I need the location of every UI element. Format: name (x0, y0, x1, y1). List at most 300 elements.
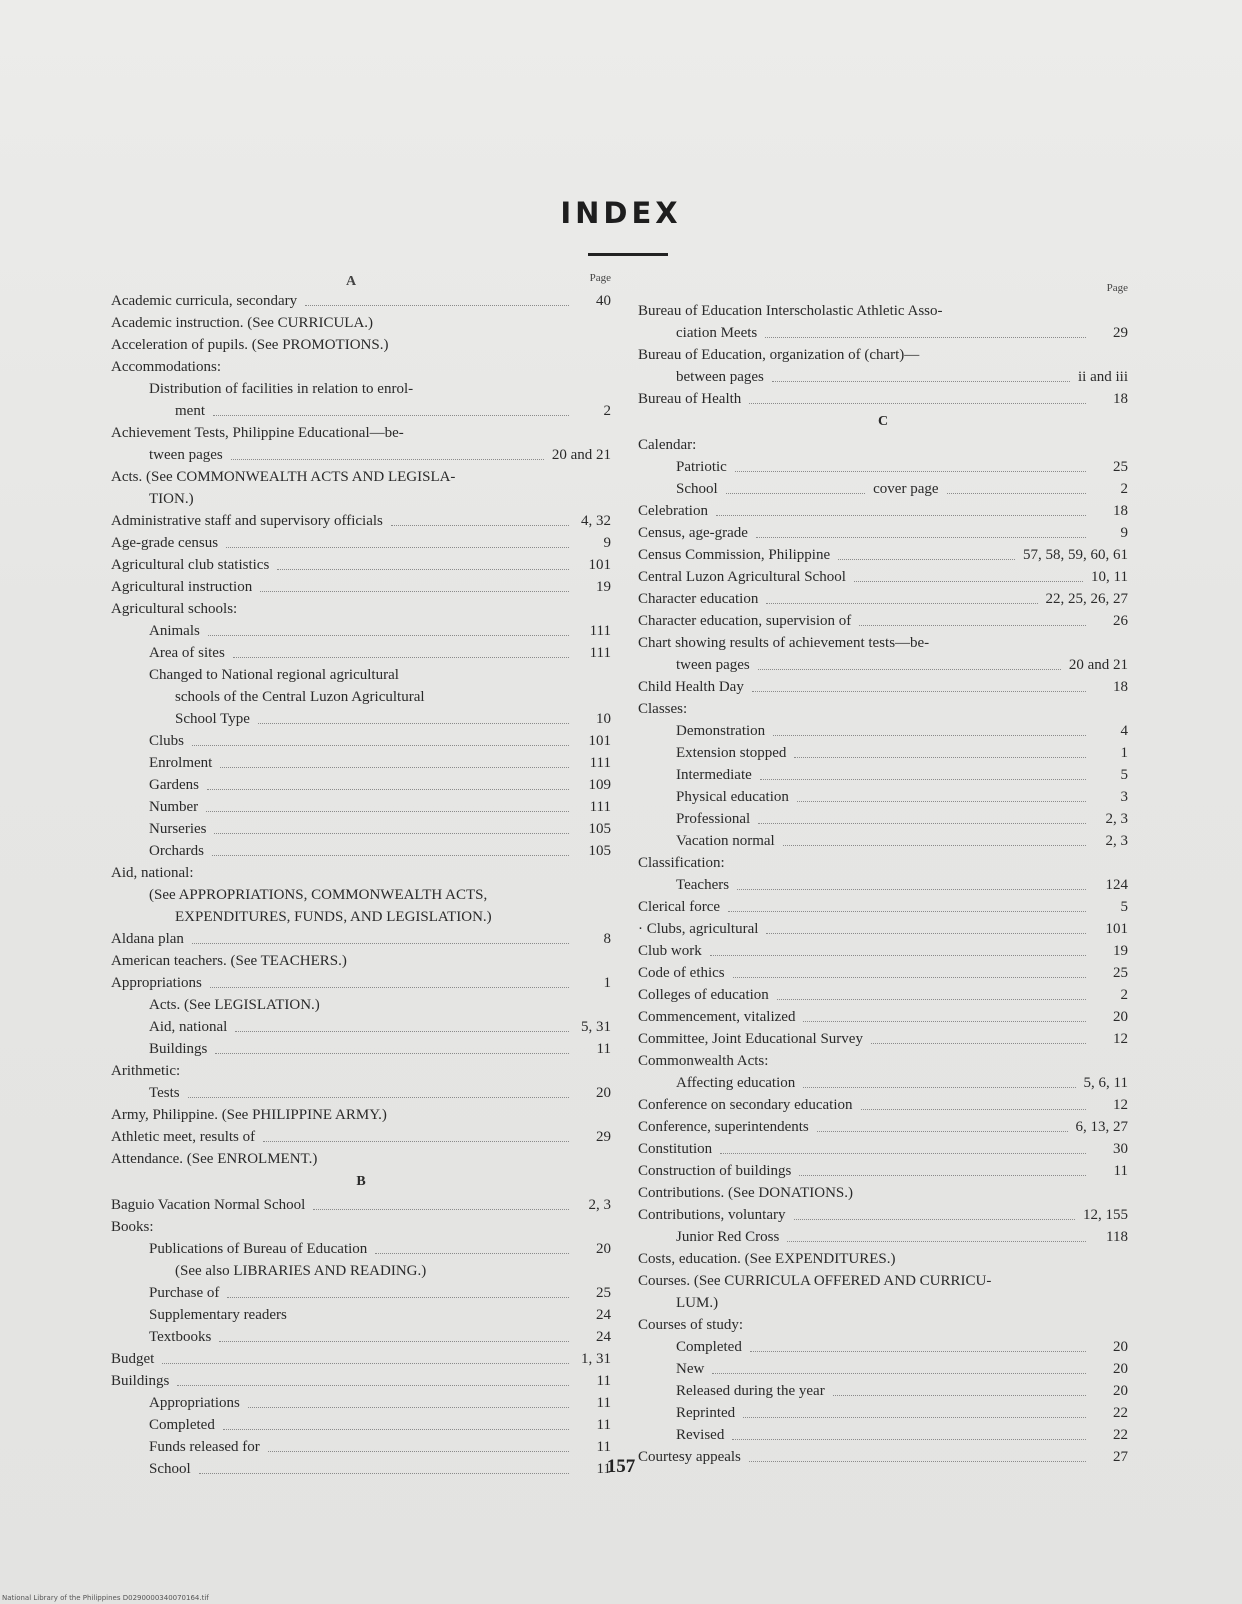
index-entry (638, 698, 1128, 720)
left-column-header (111, 270, 611, 290)
index-entry (638, 852, 1128, 874)
entry-text: Publications of Bureau of Education (149, 1241, 368, 1257)
index-entry (111, 1038, 611, 1060)
right-entry-list (638, 300, 1128, 1468)
entry-page-ref: 5 (1120, 899, 1128, 915)
entry-text: Agricultural instruction (111, 579, 253, 595)
index-entry (111, 796, 611, 818)
entry-text: Contributions. (See DONATIONS.) (638, 1185, 853, 1201)
entry-text: Bureau of Health (638, 391, 742, 407)
dot-leader (947, 493, 1086, 494)
index-entry (638, 720, 1128, 742)
entry-text-continued: TION.) (149, 491, 194, 507)
entry-text: Academic instruction. (See CURRICULA.) (111, 315, 374, 331)
entry-text-continued: ciation Meets (676, 325, 758, 341)
index-entry (111, 884, 611, 928)
index-entry (111, 1282, 611, 1304)
entry-page-ref: 18 (1113, 503, 1128, 519)
index-entry (111, 312, 611, 334)
dot-leader (268, 1451, 569, 1452)
entry-page-ref: 20 and 21 (551, 447, 611, 463)
entry-text: Demonstration (676, 723, 766, 739)
entry-page-ref: 1, 31 (581, 1351, 611, 1367)
entry-text: Affecting education (676, 1075, 796, 1091)
dot-leader (797, 801, 1086, 802)
entry-text: Supplementary readers (149, 1307, 287, 1323)
entry-text: Released during the year (676, 1383, 825, 1399)
entry-text: Junior Red Cross (676, 1229, 780, 1245)
entry-text: Classes: (638, 701, 688, 717)
index-entry (638, 1028, 1128, 1050)
index-entry (111, 1326, 611, 1348)
index-entry (638, 984, 1128, 1006)
entry-page-ref: 3 (1120, 789, 1128, 805)
dot-leader (871, 1043, 1086, 1044)
index-entry (638, 1424, 1128, 1446)
index-entry (111, 818, 611, 840)
entry-text-continued: EXPENDITURES, FUNDS, AND LEGISLATION.) (175, 909, 492, 925)
index-entry (638, 1402, 1128, 1424)
entry-page-ref: 25 (1113, 965, 1128, 981)
entry-text: Conference, superintendents (638, 1119, 809, 1135)
entry-text: Budget (111, 1351, 155, 1367)
entry-page-ref: 30 (1113, 1141, 1128, 1157)
entry-page-ref: 29 (1113, 325, 1128, 341)
index-entry (638, 1050, 1128, 1072)
entry-page-ref: 19 (1113, 943, 1128, 959)
dot-leader (277, 569, 569, 570)
entry-page-ref: 11 (596, 1439, 611, 1455)
entry-text: Tests (149, 1085, 180, 1101)
dot-leader (758, 669, 1061, 670)
dot-leader (783, 845, 1086, 846)
index-entry (111, 378, 611, 422)
entry-text: School (676, 481, 718, 497)
dot-leader (735, 471, 1086, 472)
entry-page-ref: 20 (1113, 1383, 1128, 1399)
entry-page-ref: 6, 13, 27 (1075, 1119, 1128, 1135)
index-entry (638, 344, 1128, 388)
entry-page-ref: 111 (589, 755, 611, 771)
entry-page-ref: 9 (1120, 525, 1128, 541)
entry-text: Constitution (638, 1141, 713, 1157)
entry-text-continued: ment (175, 403, 205, 419)
dot-leader (817, 1131, 1068, 1132)
index-entry (638, 588, 1128, 610)
entry-page-ref: 22 (1113, 1427, 1128, 1443)
entry-text: Acts. (See COMMONWEALTH ACTS AND LEGISLA- (111, 469, 456, 485)
entry-text: Child Health Day (638, 679, 744, 695)
index-entry (638, 940, 1128, 962)
entry-page-ref: 105 (588, 821, 611, 837)
entry-text: School (149, 1461, 191, 1477)
dot-leader (212, 855, 569, 856)
index-entry (638, 1204, 1128, 1226)
index-entry (111, 1370, 611, 1392)
entry-page-ref: 124 (1105, 877, 1128, 893)
dot-leader (833, 1395, 1086, 1396)
dot-leader (737, 889, 1086, 890)
entry-text: Construction of buildings (638, 1163, 792, 1179)
entry-text: Classification: (638, 855, 725, 871)
dot-leader (375, 1253, 569, 1254)
entry-text-continued: tween pages (149, 447, 223, 463)
dot-leader (248, 1407, 569, 1408)
section-letter: B (356, 1174, 366, 1189)
index-entry (638, 544, 1128, 566)
entry-page-ref: 18 (1113, 391, 1128, 407)
index-entry (638, 1314, 1128, 1336)
entry-page-ref: 111 (589, 645, 611, 661)
dot-leader (260, 591, 569, 592)
dot-leader (803, 1021, 1086, 1022)
index-entry (111, 422, 611, 466)
entry-text: Intermediate (676, 767, 752, 783)
index-entry (111, 1392, 611, 1414)
entry-text: Purchase of (149, 1285, 220, 1301)
entry-page-ref: 22 (1113, 1405, 1128, 1421)
index-entry (638, 1160, 1128, 1182)
entry-page-ref: 57, 58, 59, 60, 61 (1023, 547, 1128, 563)
index-entry (638, 874, 1128, 896)
entry-page-ref: 10 (596, 711, 611, 727)
entry-text: Agricultural schools: (111, 601, 238, 617)
entry-text: Courses. (See CURRICULA OFFERED AND CURRICU- (638, 1273, 992, 1289)
dot-leader (854, 581, 1083, 582)
dot-leader (750, 1351, 1086, 1352)
dot-leader (192, 745, 569, 746)
entry-text: Achievement Tests, Philippine Educational—be- (111, 425, 404, 441)
entry-page-ref: 2, 3 (1105, 833, 1128, 849)
entry-page-ref: 101 (588, 557, 611, 573)
index-entry (638, 962, 1128, 984)
entry-text: Funds released for (149, 1439, 260, 1455)
entry-text-continued: tween pages (676, 657, 750, 673)
entry-text-continued: LUM.) (676, 1295, 719, 1311)
entry-page-ref: 26 (1113, 613, 1128, 629)
entry-text: Character education, supervision of (638, 613, 852, 629)
index-entry (638, 1182, 1128, 1204)
entry-page-ref: 19 (596, 579, 611, 595)
entry-page-ref: 11 (596, 1373, 611, 1389)
entry-page-ref: 101 (588, 733, 611, 749)
section-letter-a: A (346, 274, 357, 289)
index-entry (111, 620, 611, 642)
entry-text: Accommodations: (111, 359, 221, 375)
index-entry (638, 1094, 1128, 1116)
entry-text-continued: School Type (175, 711, 250, 727)
index-entry (638, 566, 1128, 588)
entry-page-ref: 24 (596, 1307, 611, 1323)
entry-page-ref: 4 (1120, 723, 1128, 739)
dot-leader (743, 1417, 1086, 1418)
entry-text: Orchards (149, 843, 204, 859)
entry-text: Teachers (676, 877, 730, 893)
entry-page-ref: 24 (596, 1329, 611, 1345)
index-entry (638, 500, 1128, 522)
entry-page-ref: 1 (603, 975, 611, 991)
dot-leader (219, 1341, 569, 1342)
entry-text: Chart showing results of achievement tests—be- (638, 635, 930, 651)
index-entry (638, 1248, 1128, 1270)
index-entry (111, 1436, 611, 1458)
dot-leader (162, 1363, 569, 1364)
dot-leader (772, 381, 1070, 382)
index-entry (111, 972, 611, 994)
dot-leader (188, 1097, 569, 1098)
index-entry (111, 730, 611, 752)
entry-text: Acceleration of pupils. (See PROMOTIONS.) (111, 337, 389, 353)
index-entry (111, 356, 611, 378)
entry-page-ref: 20 (1113, 1361, 1128, 1377)
index-entry (111, 1016, 611, 1038)
entry-page-ref: 1 (1120, 745, 1128, 761)
entry-text: Conference on secondary education (638, 1097, 853, 1113)
dot-leader (213, 415, 569, 416)
entry-page-ref: 111 (589, 623, 611, 639)
index-entry (111, 1104, 611, 1126)
index-entry (638, 1380, 1128, 1402)
entry-page-ref: 20 (1113, 1339, 1128, 1355)
index-entry (111, 1414, 611, 1436)
dot-leader (803, 1087, 1075, 1088)
right-column-header (638, 270, 1128, 294)
entry-page-ref: 5, 6, 11 (1083, 1075, 1128, 1091)
section-letter: C (877, 414, 889, 429)
entry-text: Academic curricula, secondary (111, 293, 298, 309)
title-rule (588, 253, 668, 256)
index-entry (111, 554, 611, 576)
right-column (638, 270, 1128, 1468)
dot-leader (233, 657, 569, 658)
entry-text: Enrolment (149, 755, 213, 771)
entry-text: Patriotic (676, 459, 727, 475)
entry-text: Courtesy appeals (638, 1449, 741, 1465)
entry-text: Census, age-grade (638, 525, 748, 541)
index-entry (111, 840, 611, 862)
index-entry (111, 466, 611, 510)
entry-text: Baguio Vacation Normal School (111, 1197, 306, 1213)
entry-text: Extension stopped (676, 745, 787, 761)
entry-page-ref: 2, 3 (1105, 811, 1128, 827)
dot-leader (712, 1373, 1086, 1374)
index-entry (111, 1238, 611, 1260)
entry-text: Physical education (676, 789, 789, 805)
index-entry (638, 1358, 1128, 1380)
dot-leader (859, 625, 1086, 626)
entry-page-ref: 105 (588, 843, 611, 859)
dot-leader (752, 691, 1086, 692)
entry-text: Animals (149, 623, 200, 639)
scan-watermark: National Library of the Philippines D0290000340070164.tif (2, 1594, 209, 1602)
dot-leader (207, 789, 569, 790)
entry-page-ref: 10, 11 (1091, 569, 1128, 585)
index-entry (111, 1082, 611, 1104)
index-entry (111, 334, 611, 356)
entry-page-ref: 20 (596, 1085, 611, 1101)
entry-text: Aldana plan (111, 931, 184, 947)
index-entry (638, 918, 1128, 940)
entry-text: Nurseries (149, 821, 207, 837)
index-entry (638, 1072, 1128, 1094)
dot-leader (766, 933, 1086, 934)
entry-page-ref: 118 (1106, 1229, 1128, 1245)
dot-leader (794, 1219, 1076, 1220)
entry-page-ref: 20 (596, 1241, 611, 1257)
entry-text: Completed (149, 1417, 215, 1433)
dot-leader (749, 403, 1086, 404)
entry-page-ref: 11 (1113, 1163, 1128, 1179)
dot-leader (756, 537, 1086, 538)
entry-text: Completed (676, 1339, 742, 1355)
entry-text: Vacation normal (676, 833, 775, 849)
index-entry (638, 1138, 1128, 1160)
entry-page-ref: 40 (596, 293, 611, 309)
dot-leader (732, 1439, 1086, 1440)
entry-text: Colleges of education (638, 987, 769, 1003)
entry-text-continued: schools of the Central Luzon Agricultural (175, 689, 425, 705)
index-entry (111, 1148, 611, 1170)
dot-leader (728, 911, 1086, 912)
entry-text: Area of sites (149, 645, 225, 661)
entry-page-ref: 11 (596, 1041, 611, 1057)
entry-text: American teachers. (See TEACHERS.) (111, 953, 347, 969)
index-entry (638, 632, 1128, 676)
entry-page-ref: 101 (1105, 921, 1128, 937)
dot-leader (226, 547, 569, 548)
dot-leader (227, 1297, 569, 1298)
index-entry (638, 522, 1128, 544)
dot-leader (758, 823, 1086, 824)
dot-leader (223, 1429, 569, 1430)
entry-text: Aid, national: (111, 865, 194, 881)
entry-text-continued: between pages (676, 369, 764, 385)
entry-text: Commencement, vitalized (638, 1009, 796, 1025)
entry-text: Buildings (111, 1373, 170, 1389)
entry-text: Army, Philippine. (See PHILIPPINE ARMY.) (111, 1107, 387, 1123)
index-entry (111, 510, 611, 532)
dot-leader (313, 1209, 569, 1210)
entry-page-ref: 4, 32 (581, 513, 611, 529)
entry-text: Club work (638, 943, 702, 959)
entry-page-ref: 11 (596, 1395, 611, 1411)
entry-mid-text: cover page (873, 481, 939, 497)
dot-leader (263, 1141, 569, 1142)
index-entry (111, 1260, 611, 1282)
dot-leader (208, 635, 569, 636)
index-entry (638, 1270, 1128, 1314)
entry-page-ref: 25 (1113, 459, 1128, 475)
entry-text: Agricultural club statistics (111, 557, 270, 573)
entry-page-ref: 18 (1113, 679, 1128, 695)
index-entry (111, 598, 611, 620)
entry-text: Books: (111, 1219, 154, 1235)
entry-page-ref: 20 (1113, 1009, 1128, 1025)
index-entry (111, 862, 611, 884)
dot-leader (210, 987, 569, 988)
entry-page-ref: 8 (603, 931, 611, 947)
index-entry (638, 742, 1128, 764)
index-entry (638, 786, 1128, 808)
index-entry (111, 642, 611, 664)
entry-text: Athletic meet, results of (111, 1129, 256, 1145)
index-entry (111, 774, 611, 796)
index-entry (638, 830, 1128, 852)
entry-text: (See APPROPRIATIONS, COMMONWEALTH ACTS, (149, 887, 488, 903)
dot-leader (799, 1175, 1086, 1176)
dot-leader (726, 493, 865, 494)
index-entry (111, 950, 611, 972)
index-entry (638, 1226, 1128, 1248)
entry-text: Celebration (638, 503, 708, 519)
entry-text: Character education (638, 591, 759, 607)
entry-page-ref: 22, 25, 26, 27 (1045, 591, 1128, 607)
dot-leader (861, 1109, 1087, 1110)
dot-leader (235, 1031, 569, 1032)
entry-text: (See also LIBRARIES AND READING.) (175, 1263, 427, 1279)
entry-page-ref: 9 (603, 535, 611, 551)
index-entry (111, 1126, 611, 1148)
left-column (111, 270, 611, 1480)
entry-page-ref: 25 (596, 1285, 611, 1301)
dot-leader (760, 779, 1086, 780)
entry-text: Bureau of Education Interscholastic Athletic Asso- (638, 303, 943, 319)
entry-text: Committee, Joint Educational Survey (638, 1031, 863, 1047)
entry-text: Costs, education. (See EXPENDITURES.) (638, 1251, 896, 1267)
entry-page-ref: 29 (596, 1129, 611, 1145)
dot-leader (787, 1241, 1086, 1242)
index-entry (111, 994, 611, 1016)
left-entry-list (111, 290, 611, 1480)
index-entry (111, 1216, 611, 1238)
dot-leader (177, 1385, 569, 1386)
index-entry (111, 928, 611, 950)
entry-text: Calendar: (638, 437, 697, 453)
index-entry (111, 1060, 611, 1082)
dot-leader (220, 767, 569, 768)
entry-page-ref: 111 (589, 799, 611, 815)
index-entry (111, 752, 611, 774)
index-entry (111, 1194, 611, 1216)
dot-leader (231, 459, 544, 460)
index-entry (638, 1116, 1128, 1138)
entry-text: Courses of study: (638, 1317, 743, 1333)
dot-leader (305, 305, 569, 306)
dot-leader (777, 999, 1086, 1000)
entry-text: Clubs (149, 733, 185, 749)
entry-text: Code of ethics (638, 965, 725, 981)
index-entry (638, 478, 1128, 500)
entry-text: Attendance. (See ENROLMENT.) (111, 1151, 318, 1167)
dot-leader (258, 723, 569, 724)
entry-text: Census Commission, Philippine (638, 547, 831, 563)
entry-page-ref: 2 (603, 403, 611, 419)
entry-text: · Clubs, agricultural (638, 921, 759, 937)
index-entry (638, 300, 1128, 344)
dot-leader (215, 1053, 569, 1054)
entry-page-ref: 12, 155 (1083, 1207, 1128, 1223)
entry-text: Professional (676, 811, 751, 827)
entry-text: Clerical force (638, 899, 721, 915)
entry-text: Distribution of facilities in relation to enrol- (149, 381, 414, 397)
entry-text: Administrative staff and supervisory officials (111, 513, 383, 529)
dot-leader (391, 525, 569, 526)
entry-page-ref: 27 (1113, 1449, 1128, 1465)
page-label-right: Page (1106, 282, 1128, 294)
entry-text: Commonwealth Acts: (638, 1053, 769, 1069)
entry-text: New (676, 1361, 705, 1377)
entry-text: Buildings (149, 1041, 208, 1057)
